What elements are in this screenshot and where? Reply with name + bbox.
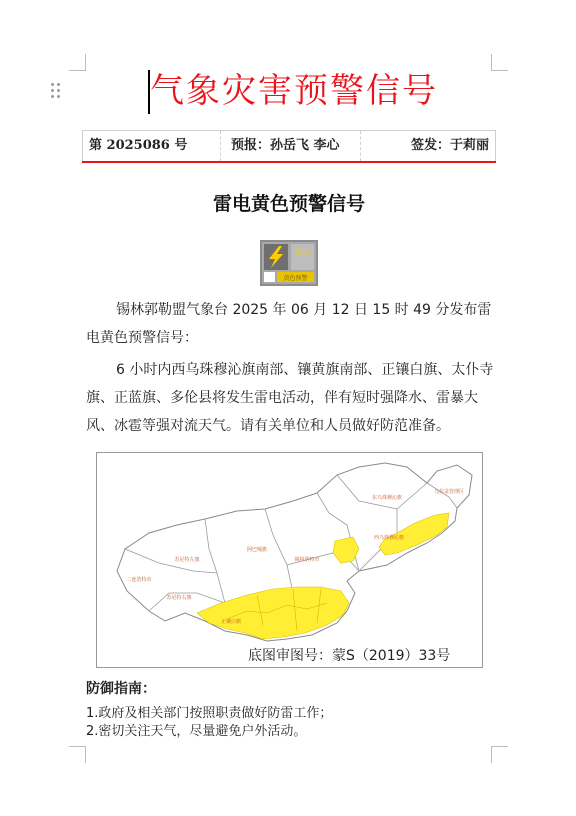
icon-label-top: 雷电: [295, 248, 310, 256]
forecaster-names[interactable]: 预报：孙岳飞 李心: [220, 131, 360, 161]
map-label: 正镶白旗: [220, 619, 242, 625]
map-label: 西乌珠穆沁旗: [373, 535, 405, 541]
table-drag-handle-icon[interactable]: [51, 83, 63, 99]
map-label: 阿巴嘎旗: [246, 547, 268, 553]
map-label: 苏尼特左旗: [174, 557, 200, 563]
issue-number[interactable]: 第 2025086 号: [82, 131, 220, 161]
affected-areas-paragraph[interactable]: 6 小时内西乌珠穆沁旗南部、镶黄旗南部、正镶白旗、太仆寺旗、正蓝旗、多伦县将发生雷电活动，伴有短时强降水、雷暴大风、冰雹等强对流天气。请有关单位和人员做好防范准备。: [86, 362, 494, 434]
page-corner-mark: [69, 746, 86, 763]
signer-name[interactable]: 签发：于莉丽: [360, 131, 496, 161]
issue-header-table[interactable]: [82, 130, 496, 163]
page-corner-mark: [69, 54, 86, 71]
map-label: 苏尼特右旗: [166, 595, 192, 601]
guide-item[interactable]: 2.密切关注天气，尽量避免户外活动。: [86, 724, 307, 739]
page-title[interactable]: 气象灾害预警信号: [150, 71, 438, 111]
thunder-yellow-warning-icon: [260, 240, 318, 286]
map-approval-caption: 底图审图号：蒙S（2019）33号: [248, 648, 451, 664]
warning-area-map: [96, 452, 483, 668]
page-corner-mark: [491, 746, 508, 763]
page-corner-mark: [491, 54, 508, 71]
map-label: 乌拉盖管理区: [433, 489, 465, 495]
map-label: 锡林浩特市: [294, 557, 320, 563]
guide-item[interactable]: 1.政府及相关部门按照职责做好防雷工作；: [86, 706, 333, 721]
map-label: 二连浩特市: [126, 577, 152, 583]
announcement-paragraph[interactable]: 锡林郭勒盟气象台 2025 年 06 月 12 日 15 时 49 分发布雷电黄色预警信号：: [86, 302, 492, 346]
map-label: 东乌珠穆沁旗: [371, 495, 403, 501]
icon-label-bottom: 黄色预警: [283, 275, 308, 282]
guide-title[interactable]: 防御指南：: [86, 681, 156, 697]
warning-title[interactable]: 雷电黄色预警信号: [212, 193, 365, 215]
